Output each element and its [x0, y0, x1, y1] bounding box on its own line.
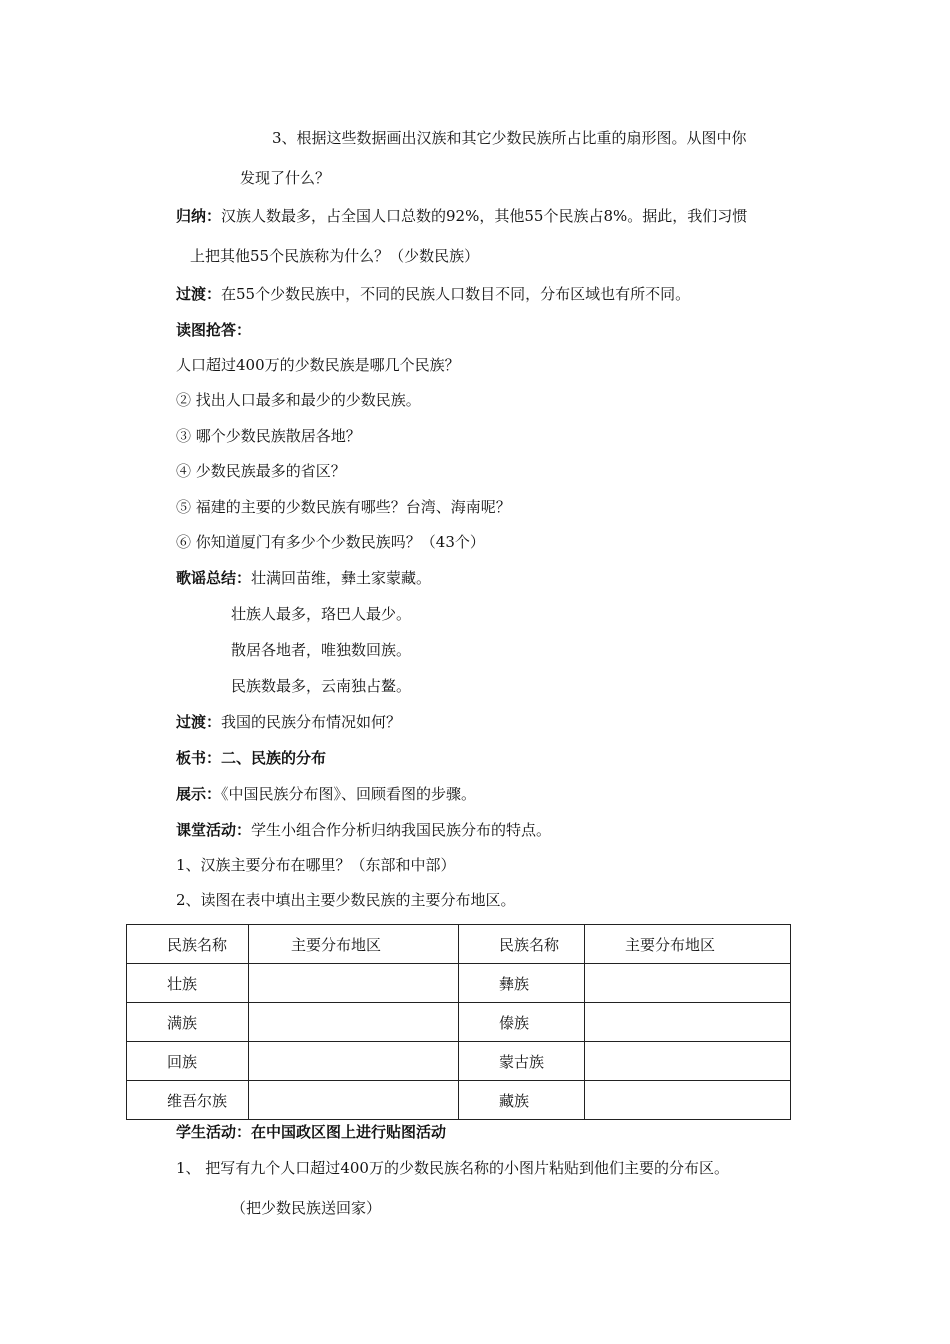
table-row: [127, 1003, 791, 1042]
activity-item: 1、汉族主要分布在哪里？（东部和中部）: [176, 856, 456, 874]
table-cell[interactable]: [585, 1042, 791, 1081]
transition-1: [176, 284, 690, 304]
table-header-cell: 民族名称: [459, 925, 585, 964]
show-text: 《中国民族分布图》、回顾看图的步骤。: [221, 785, 477, 803]
table-cell[interactable]: [249, 964, 459, 1003]
table-header-cell: 主要分布地区: [249, 925, 459, 964]
transition-1-text: 在55个少数民族中，不同的民族人口数目不同，分布区域也有所不同。: [221, 285, 691, 303]
table-cell[interactable]: [585, 1081, 791, 1120]
summary-label: 归纳：: [176, 207, 222, 225]
transition-2-label: 过渡：: [176, 713, 222, 731]
show-line: [176, 784, 476, 804]
activity-item: 2、读图在表中填出主要少数民族的主要分布地区。: [176, 891, 516, 909]
summary-paragraph: [176, 206, 747, 226]
table-row: [127, 1081, 791, 1120]
table-cell[interactable]: [585, 964, 791, 1003]
transition-2-text: 我国的民族分布情况如何？: [221, 713, 402, 731]
table-cell: 藏族: [459, 1081, 585, 1120]
quiz-item: ⑥ 你知道厦门有多少个少数民族吗？（43个）: [176, 533, 485, 551]
summary-line-1: 汉族人数最多，占全国人口总数的92%，其他55个民族占8%。据此，我们习惯: [221, 207, 748, 225]
activity-text: 学生小组合作分析归纳我国民族分布的特点。: [251, 821, 552, 839]
quiz-item: ③ 哪个少数民族散居各地？: [176, 427, 361, 445]
board-heading: [176, 748, 326, 768]
table-cell: 回族: [127, 1042, 249, 1081]
table-cell: 满族: [127, 1003, 249, 1042]
table-cell: 维吾尔族: [127, 1081, 249, 1120]
table-row: [127, 1042, 791, 1081]
quiz-item: ② 找出人口最多和最少的少数民族。: [176, 391, 421, 409]
song-line: 散居各地者，唯独数回族。: [231, 641, 412, 659]
activity-label: 课堂活动：: [176, 821, 252, 839]
quiz-item: 人口超过400万的少数民族是哪几个民族？: [176, 356, 460, 374]
show-label: 展示：: [176, 785, 222, 803]
transition-1-label: 过渡：: [176, 285, 222, 303]
table-header-cell: 民族名称: [127, 925, 249, 964]
student-activity-note: （把少数民族送回家）: [231, 1199, 382, 1217]
table-cell: 壮族: [127, 964, 249, 1003]
song-line: 民族数最多，云南独占鳌。: [231, 677, 412, 695]
transition-2: [176, 712, 401, 732]
table-cell[interactable]: [249, 1042, 459, 1081]
quiz-title: 读图抢答：: [176, 321, 252, 339]
quiz-item: ⑤ 福建的主要的少数民族有哪些？台湾、海南呢？: [176, 498, 511, 516]
student-activity-title: 学生活动：在中国政区图上进行贴图活动: [176, 1123, 447, 1141]
table-row: [127, 964, 791, 1003]
table-header-cell: 主要分布地区: [585, 925, 791, 964]
table-cell: 蒙古族: [459, 1042, 585, 1081]
quiz-item: ④ 少数民族最多的省区？: [176, 462, 346, 480]
table-cell: 彝族: [459, 964, 585, 1003]
table-cell[interactable]: [249, 1081, 459, 1120]
song-line: 壮满回苗维，彝土家蒙藏。: [251, 569, 432, 587]
question-3-line-1: 3、根据这些数据画出汉族和其它少数民族所占比重的扇形图。从图中你: [272, 129, 747, 147]
table-cell[interactable]: [249, 1003, 459, 1042]
student-activity-item: 1、 把写有九个人口超过400万的少数民族名称的小图片粘贴到他们主要的分布区。: [176, 1159, 729, 1177]
ethnic-distribution-table: [126, 924, 791, 1120]
board-label: 板书：: [176, 749, 222, 767]
song-summary: [176, 568, 431, 588]
class-activity: [176, 820, 551, 840]
song-line: 壮族人最多，珞巴人最少。: [231, 605, 412, 623]
song-label: 歌谣总结：: [176, 569, 252, 587]
summary-line-2: 上把其他55个民族称为什么？（少数民族）: [190, 247, 480, 265]
table-cell[interactable]: [585, 1003, 791, 1042]
table-header-row: [127, 925, 791, 964]
table-cell: 傣族: [459, 1003, 585, 1042]
board-text: 二、民族的分布: [221, 749, 327, 767]
question-3-line-2: 发现了什么？: [240, 169, 331, 187]
